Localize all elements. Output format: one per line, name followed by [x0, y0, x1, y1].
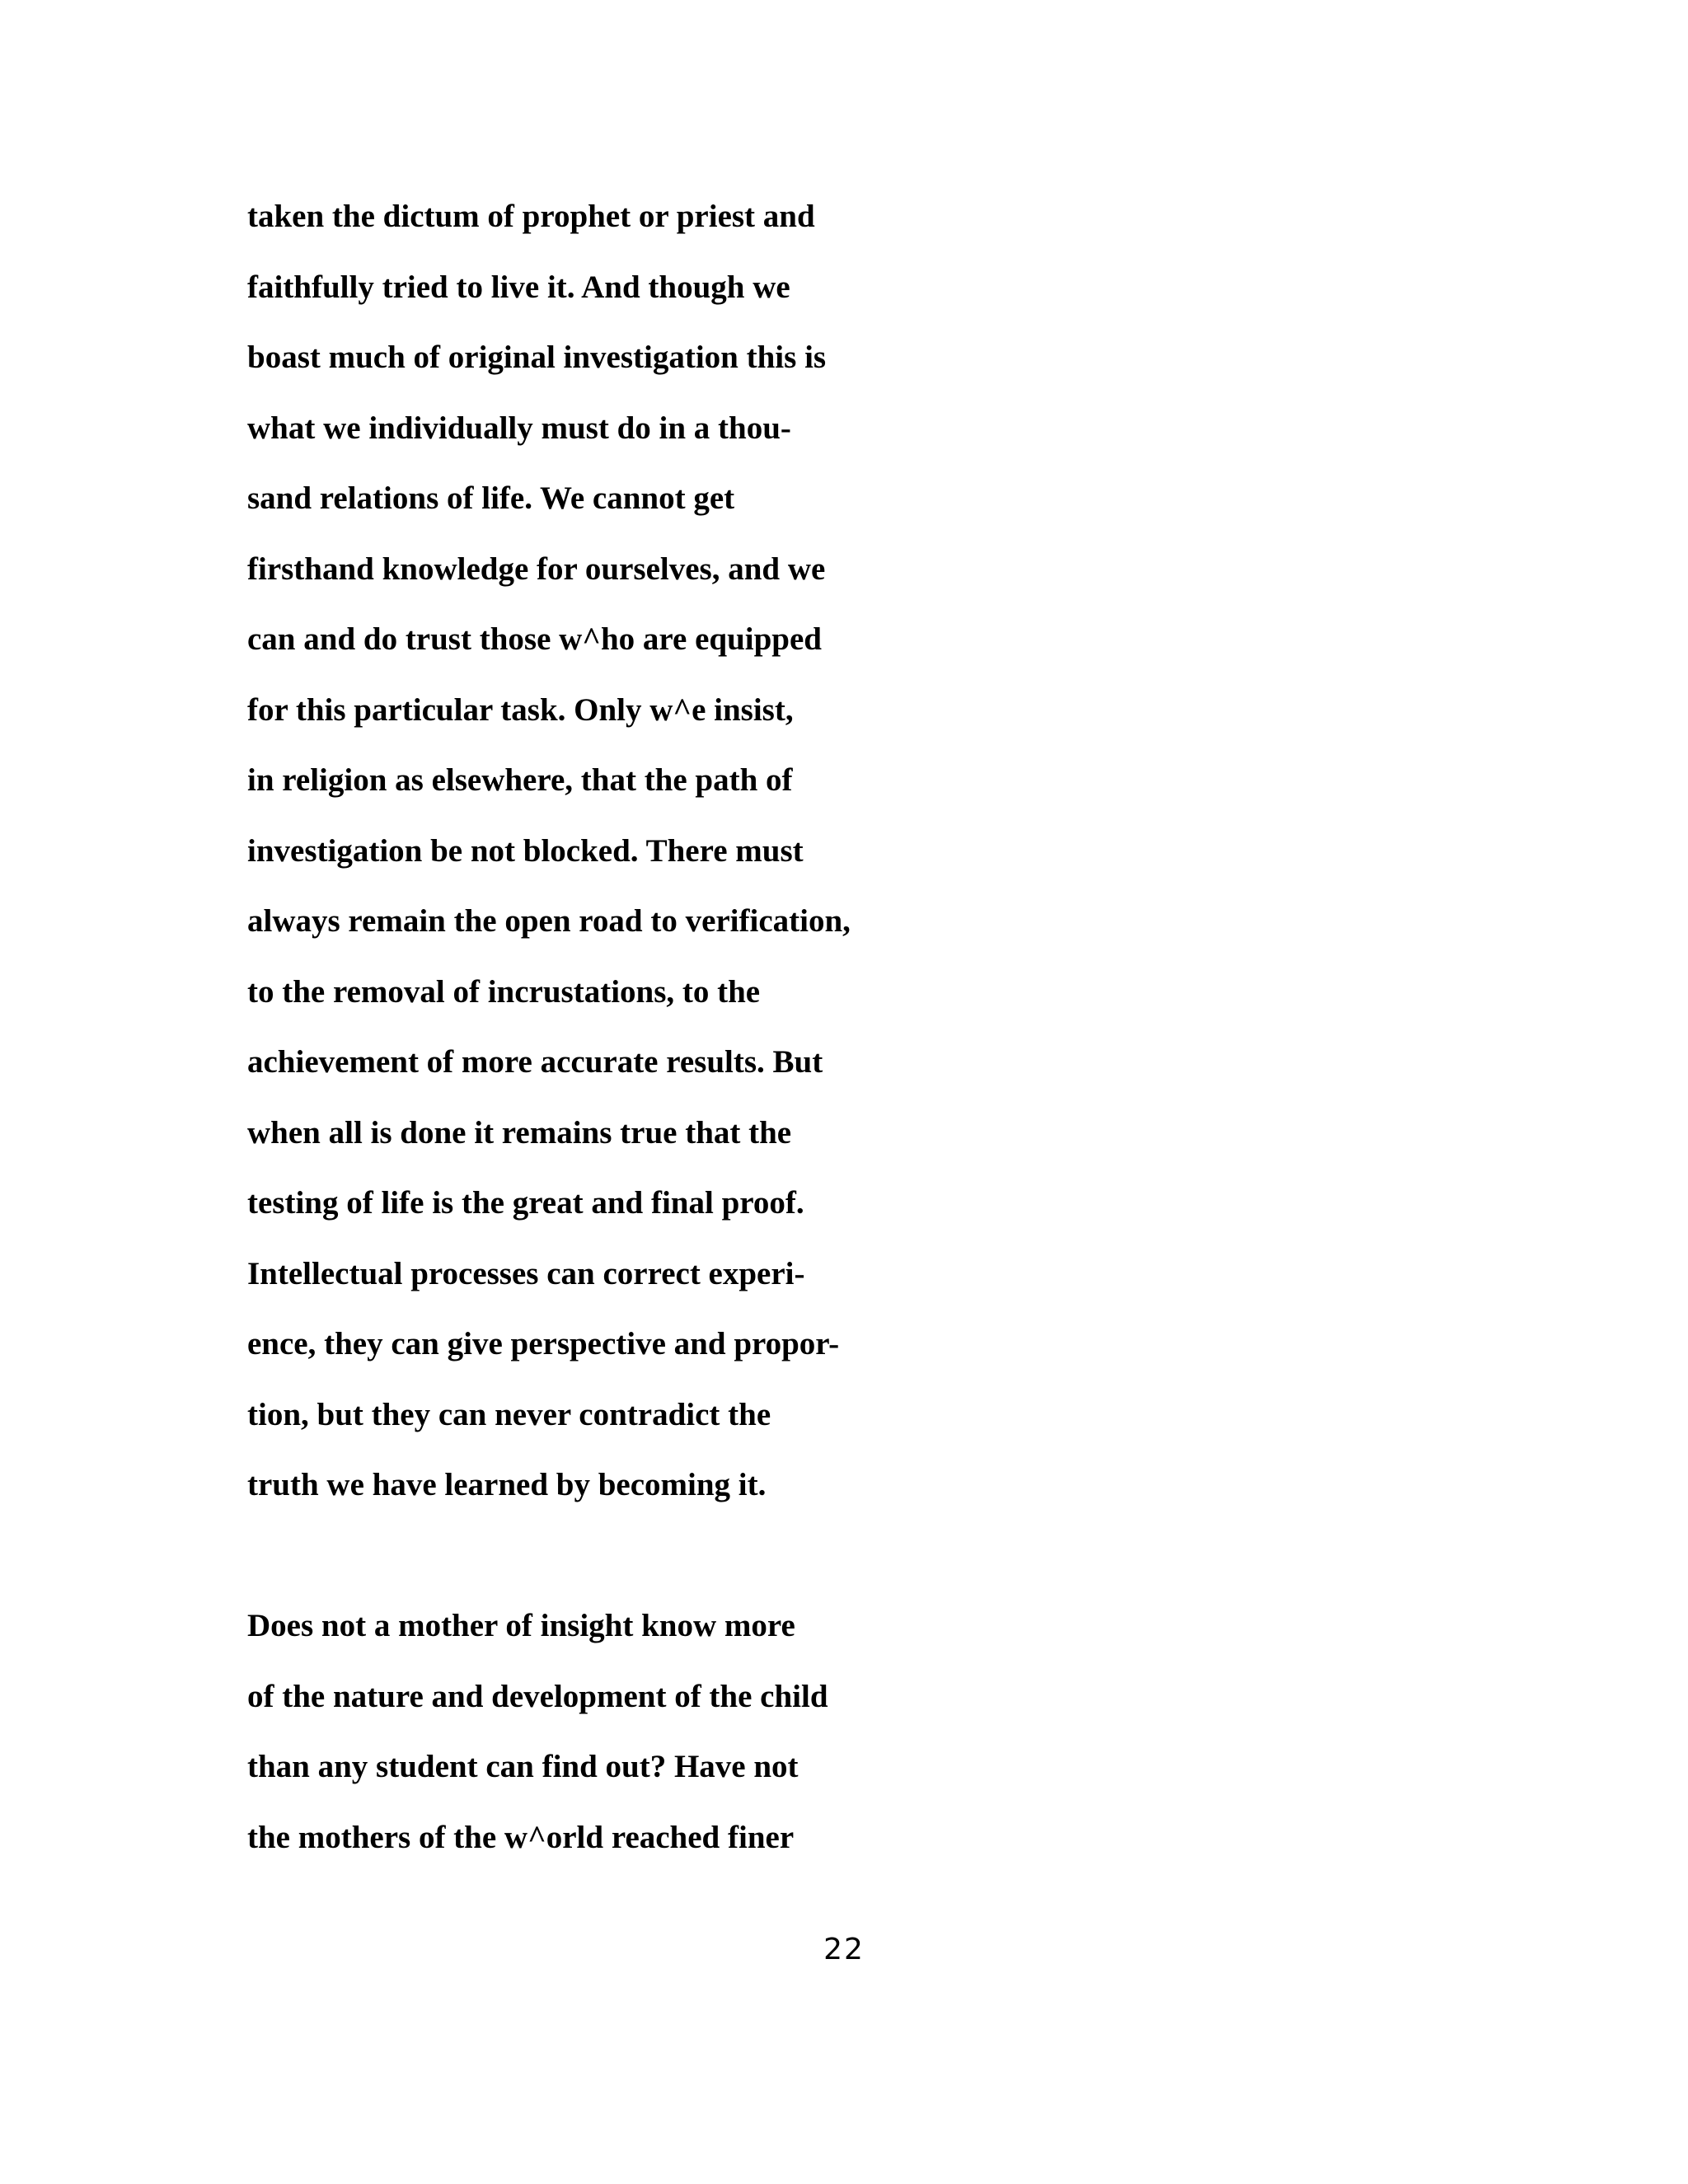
text-line: Intellectual processes can correct experi- [247, 1255, 805, 1291]
text-line: the mothers of the w^orld reached finer [247, 1819, 795, 1855]
text-line: boast much of original investigation this is [247, 340, 827, 375]
text-line: tion, but they can never contradict the [247, 1396, 771, 1432]
text-line: ence, they can give perspective and propor- [247, 1326, 840, 1361]
text-line: in religion as elsewhere, that the path of [247, 762, 793, 798]
text-line: Does not a mother of insight know more [247, 1608, 795, 1643]
text-line: can and do trust those w^ho are equipped [247, 621, 822, 657]
text-line: firsthand knowledge for ourselves, and we [247, 551, 826, 587]
text-line: when all is done it remains true that the [247, 1114, 792, 1151]
body-text [247, 188, 1236, 1879]
page-number: 22 [823, 1933, 865, 1966]
text-line: sand relations of life. We cannot get [247, 480, 735, 516]
paragraph-2 [247, 1597, 1236, 1879]
text-line: investigation be not blocked. There must [247, 832, 804, 869]
paragraph-spacer [247, 1527, 1236, 1598]
text-line: truth we have learned by becoming it. [247, 1467, 767, 1502]
text-line: of the nature and development of the child [247, 1678, 828, 1714]
text-line: always remain the open road to verification, [247, 903, 851, 939]
text-line: achievement of more accurate results. But [247, 1044, 823, 1080]
text-line: to the removal of incrustations, to the [247, 973, 761, 1010]
text-line: testing of life is the great and final proof. [247, 1185, 804, 1221]
text-line: taken the dictum of prophet or priest and [247, 199, 815, 234]
text-line: what we individually must do in a thou- [247, 410, 791, 446]
text-line: faithfully tried to live it. And though we [247, 269, 790, 305]
text-line: for this particular task. Only w^e insist, [247, 691, 794, 728]
paragraph-1 [247, 188, 1236, 1527]
text-line: than any student can find out? Have not [247, 1749, 799, 1784]
